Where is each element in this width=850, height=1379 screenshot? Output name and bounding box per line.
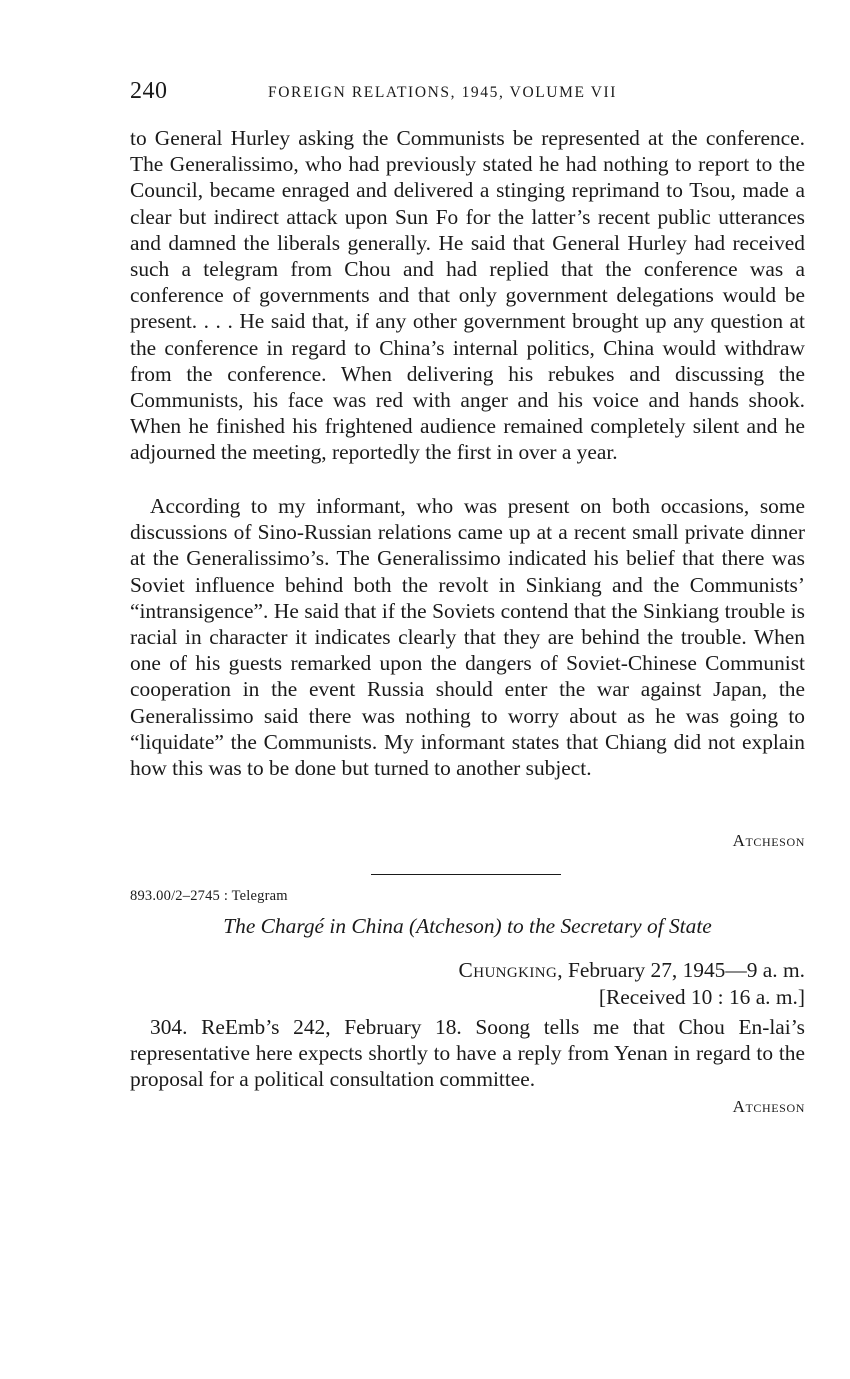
dateline-date: , February 27, 1945—9 a. m. — [557, 958, 805, 982]
document-title: The Chargé in China (Atcheson) to the Secretary of State — [223, 914, 712, 938]
page-header — [130, 78, 805, 108]
dateline — [459, 957, 805, 983]
page-number: 240 — [130, 78, 168, 104]
signature-atcheson-1: Atcheson — [732, 831, 805, 850]
signature-atcheson-2: Atcheson — [732, 1097, 805, 1116]
dateline-place: Chungking — [458, 958, 558, 982]
paragraph-1: to General Hurley asking the Communists be represented at the conference. The Generalissimo, who had previously stated he had nothing to report to the Council, became enraged and delivered a stinging reprimand to Tsou, made a clear but indirect attack upon Sun Fo for the latter’s recent public utterances and damned the liberals generally. He said that General Hurley had received such a telegram from Chou and had replied that the conference was a conference of governments and that only government delegations would be present. . . . He said that, if any other government brought up any question at the conference in regard to China’s internal politics, China would withdraw from the conference. When delivering his rebukes and discussing the Communists, his face was red with anger and his voice and hands shook. When he finished his frightened audience remained completely silent and he adjourned the meeting, reportedly the first in over a year. — [130, 126, 805, 465]
telegram-body: 304. ReEmb’s 242, February 18. Soong tells me that Chou En-lai’s representative here expects shortly to have a reply from Yenan in regard to the proposal for a political consultation committee. — [130, 1015, 805, 1092]
received-time: [Received 10 : 16 a. m.] — [598, 985, 805, 1009]
paragraph-2: According to my informant, who was present on both occasions, some discussions of Sino-Russian relations came up at a recent small private dinner at the Generalissimo’s. The Generalissimo indicated his belief that there was Soviet influence behind both the revolt in Sinkiang and the Communists’ “intransigence”. He said that if the Soviets contend that the Sinkiang trouble is racial in character it indicates clearly that they are behind the trouble. When one of his guests remarked upon the dangers of Soviet-Chinese Communist cooperation in the event Russia should enter the war against Japan, the Generalissimo said there was nothing to worry about as he was going to “liquidate” the Communists. My informant states that Chiang did not explain how this was to be done but turned to another subject. — [130, 494, 805, 781]
running-head: FOREIGN RELATIONS, 1945, VOLUME VII — [268, 84, 618, 101]
section-divider — [371, 874, 561, 875]
file-reference: 893.00/2–2745 : Telegram — [130, 888, 288, 904]
